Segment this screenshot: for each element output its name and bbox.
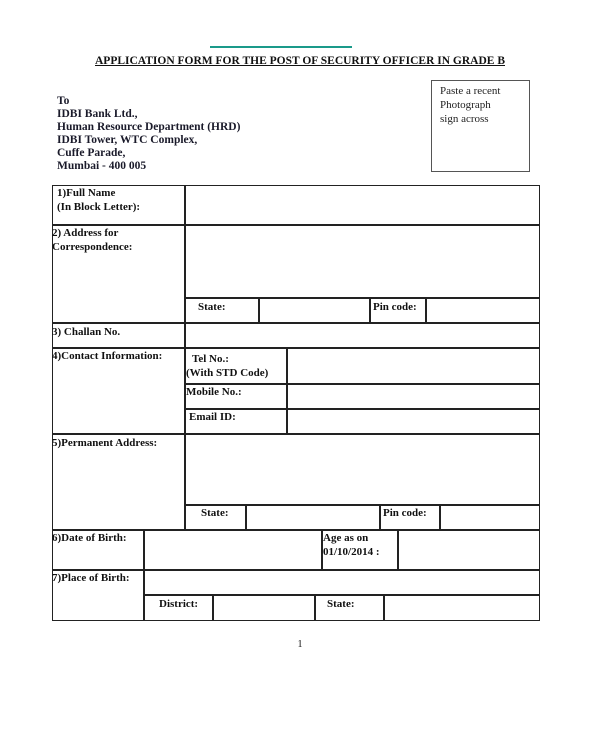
permanent-address-label: 5)Permanent Address: (52, 437, 158, 449)
dob-label: 6)Date of Birth: (52, 532, 127, 544)
state-label: State: (198, 301, 226, 313)
full-name-label: 1)Full Name (In Block Letter): (57, 187, 141, 213)
pob-state-field[interactable] (383, 594, 540, 621)
correspondence-address-label: 2) Address for Correspondence: (52, 227, 133, 253)
dob-field[interactable] (143, 529, 323, 571)
state-label: State: (201, 507, 229, 519)
permanent-address-field[interactable] (184, 433, 540, 506)
addressee-line: Human Resource Department (HRD) (57, 121, 241, 133)
full-name-field[interactable] (184, 185, 540, 226)
page-number: 1 (297, 639, 303, 650)
district-label: District: (159, 598, 199, 610)
district-field[interactable] (212, 594, 316, 621)
state-label: State: (327, 598, 355, 610)
email-label: Email ID: (189, 411, 236, 423)
tel-field[interactable] (286, 347, 540, 385)
permanent-pin-field[interactable] (439, 504, 540, 531)
correspondence-address-field[interactable] (184, 224, 540, 299)
addressee-line: IDBI Tower, WTC Complex, (57, 134, 198, 146)
email-field[interactable] (286, 408, 540, 435)
addressee-line: Cuffe Parade, (57, 147, 126, 159)
photo-instruction: Photograph (440, 99, 491, 111)
addressee-line: To (57, 95, 70, 107)
pob-label: 7)Place of Birth: (52, 572, 130, 584)
addressee-block (57, 95, 240, 173)
form-title: APPLICATION FORM FOR THE POST OF SECURITY OFFICER IN GRADE B (95, 55, 505, 67)
challan-field[interactable] (184, 322, 540, 349)
age-field[interactable] (397, 529, 540, 571)
photo-instruction: sign across (440, 113, 489, 125)
mobile-label: Mobile No.: (186, 386, 242, 398)
challan-label: 3) Challan No. (52, 326, 121, 338)
contact-label: 4)Contact Information: (52, 350, 163, 362)
pin-code-label: Pin code: (383, 507, 427, 519)
correspondence-pin-field[interactable] (425, 297, 540, 324)
age-label: Age as on 01/10/2014 : (323, 532, 380, 558)
permanent-state-field[interactable] (245, 504, 381, 531)
photo-box[interactable] (431, 80, 530, 172)
tel-label: Tel No.: (With STD Code) (186, 353, 269, 379)
mobile-field[interactable] (286, 383, 540, 410)
photo-instruction: Paste a recent (440, 85, 501, 97)
header-rule (210, 46, 352, 48)
pin-code-label: Pin code: (373, 301, 417, 313)
correspondence-state-field[interactable] (258, 297, 371, 324)
addressee-line: IDBI Bank Ltd., (57, 108, 138, 120)
addressee-line: Mumbai - 400 005 (57, 160, 147, 172)
pob-field[interactable] (143, 569, 540, 596)
